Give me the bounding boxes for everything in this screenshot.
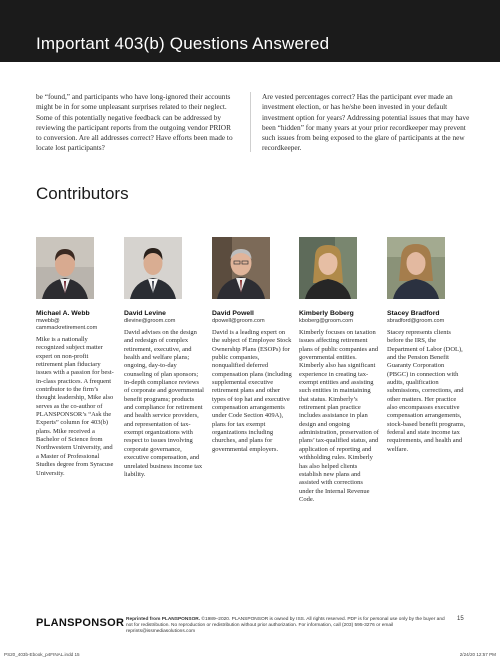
intro-text-left: be “found,” and participants who have long-ignored their accounts might be in for some unpleasant surprises related to their neglect. Some of this potentially negative feedback can be addressed by reviewing the participant reports from the outgoing vendor PRIOR to conversion. Are all addresses correct? Have efforts been made to locate lost participants? (36, 92, 233, 153)
plansponsor-logo: PLANSPONSOR (36, 617, 125, 629)
contributor-bio: Mike is a nationally recognized subject matter expert on non-profit retirement plan fiduciary issues with a passion for best-in-class practices. A frequent contributor to the firm’s thought leadership, Mike also serves as the co-author of PLANSPONSOR’s “Ask the Experts” column for 403(b) plans. Mike received a Bachelor of Science from Northwestern University, and a Master of Professional Studies degree from Syracuse University. (36, 336, 114, 477)
print-slug-file: PS20_403b-Ebook_p4FINAL.indd 15 (4, 652, 80, 657)
column-divider (250, 92, 251, 152)
contributor-email: dpowell@groom.com (212, 318, 265, 324)
contributor-photo (387, 237, 445, 299)
contributor-bio: Kimberly focuses on taxation issues affecting retirement plans of public companies and governmental entities. Kimberly also has significant experience in creating tax-exempt entities and assisting such entities in maintaining that status. Kimberly’s retirement plan practice includes assistance in plan design and ongoing administration, preservation of plans’ tax-qualified status, and application of reporting and withholding rules. Kimberly has also helped clients establish new plans and assisted with corrections under the Internal Revenue Code. (299, 329, 379, 503)
contributor-name: Stacey Bradford (387, 310, 440, 317)
contributor-photo (212, 237, 270, 299)
reprint-notice-text: ©1989–2020. PLANSPONSOR is owned by ISS. All rights reserved. PDF is for personal use only by the buyer and not for redistribution. No reproduction or redistribution without prior authorization. For information, call (203) 595-3276 or email reprints@issmediasolutions.com (126, 617, 445, 635)
reprint-notice (126, 617, 446, 636)
page-title: Important 403(b) Questions Answered (36, 34, 330, 53)
contributor-card (299, 237, 379, 504)
intro-text-right: Are vested percentages correct? Has the participant ever made an investment election, or has he/she been invested in your default investment option for years? Addressing potential issues that may have been “hidden” for many years at your prior recordkeeper may prevent such issues from being exposed to the glare of participants at the new recordkeeper. (262, 92, 470, 153)
print-slug-timestamp: 2/24/20 12:57 PM (459, 652, 496, 657)
contributor-name: Michael A. Webb (36, 310, 90, 317)
contributor-photo (299, 237, 357, 299)
contributor-name: Kimberly Boberg (299, 310, 354, 317)
page-header (0, 0, 500, 62)
contributor-bio: David advises on the design and redesign of complex retirement, executive, and health and welfare plans; ongoing, day-to-day counseling of plan sponsors; in-depth compliance reviews of corporate and governmental benefit programs; products and compliance for retirement and health service providers, and representation of tax-exempt organizations with respect to issues involving corporate governance, executive compensation, and unrelated business income tax liability. (124, 329, 204, 478)
contributor-photo (124, 237, 182, 299)
contributor-email: dlevine@groom.com (124, 318, 176, 324)
contributor-photo (36, 237, 94, 299)
contributor-bio: David is a leading expert on the subject of Employee Stock Ownership Plans (ESOPs) for public companies, nonqualified deferred compensation plans (including supplemental executive retirement plans and other types of top hat and executive compensation arrangements under Code Section 409A), plans for tax exempt organizations including churches, and plans for governmental employers. (212, 329, 292, 453)
contributor-email-continued: cammackretirement.com (36, 325, 98, 331)
contributor-name: David Powell (212, 310, 254, 317)
contributor-email: mwebb@ (36, 318, 60, 324)
page-number: 15 (457, 616, 464, 622)
contributor-card (36, 237, 116, 478)
contributor-card (124, 237, 204, 479)
contributor-email: sbradford@groom.com (387, 318, 445, 324)
contributor-name: David Levine (124, 310, 166, 317)
contributor-bio: Stacey represents clients before the IRS, the Department of Labor (DOL), and the Pension Benefit Guaranty Corporation (PBGC) in connection with audits, qualification submissions, corrections, and other matters. Her practice also encompasses executive compensation arrangements, stock-based benefit programs, federal and state income tax requirements, and health and welfare. (387, 329, 466, 453)
contributor-card (212, 237, 292, 454)
reprint-notice-bold: Reprinted from PLANSPONSOR. (126, 617, 201, 622)
contributor-card (387, 237, 467, 454)
contributors-heading: Contributors (36, 184, 129, 203)
contributor-email: kboberg@groom.com (299, 318, 353, 324)
